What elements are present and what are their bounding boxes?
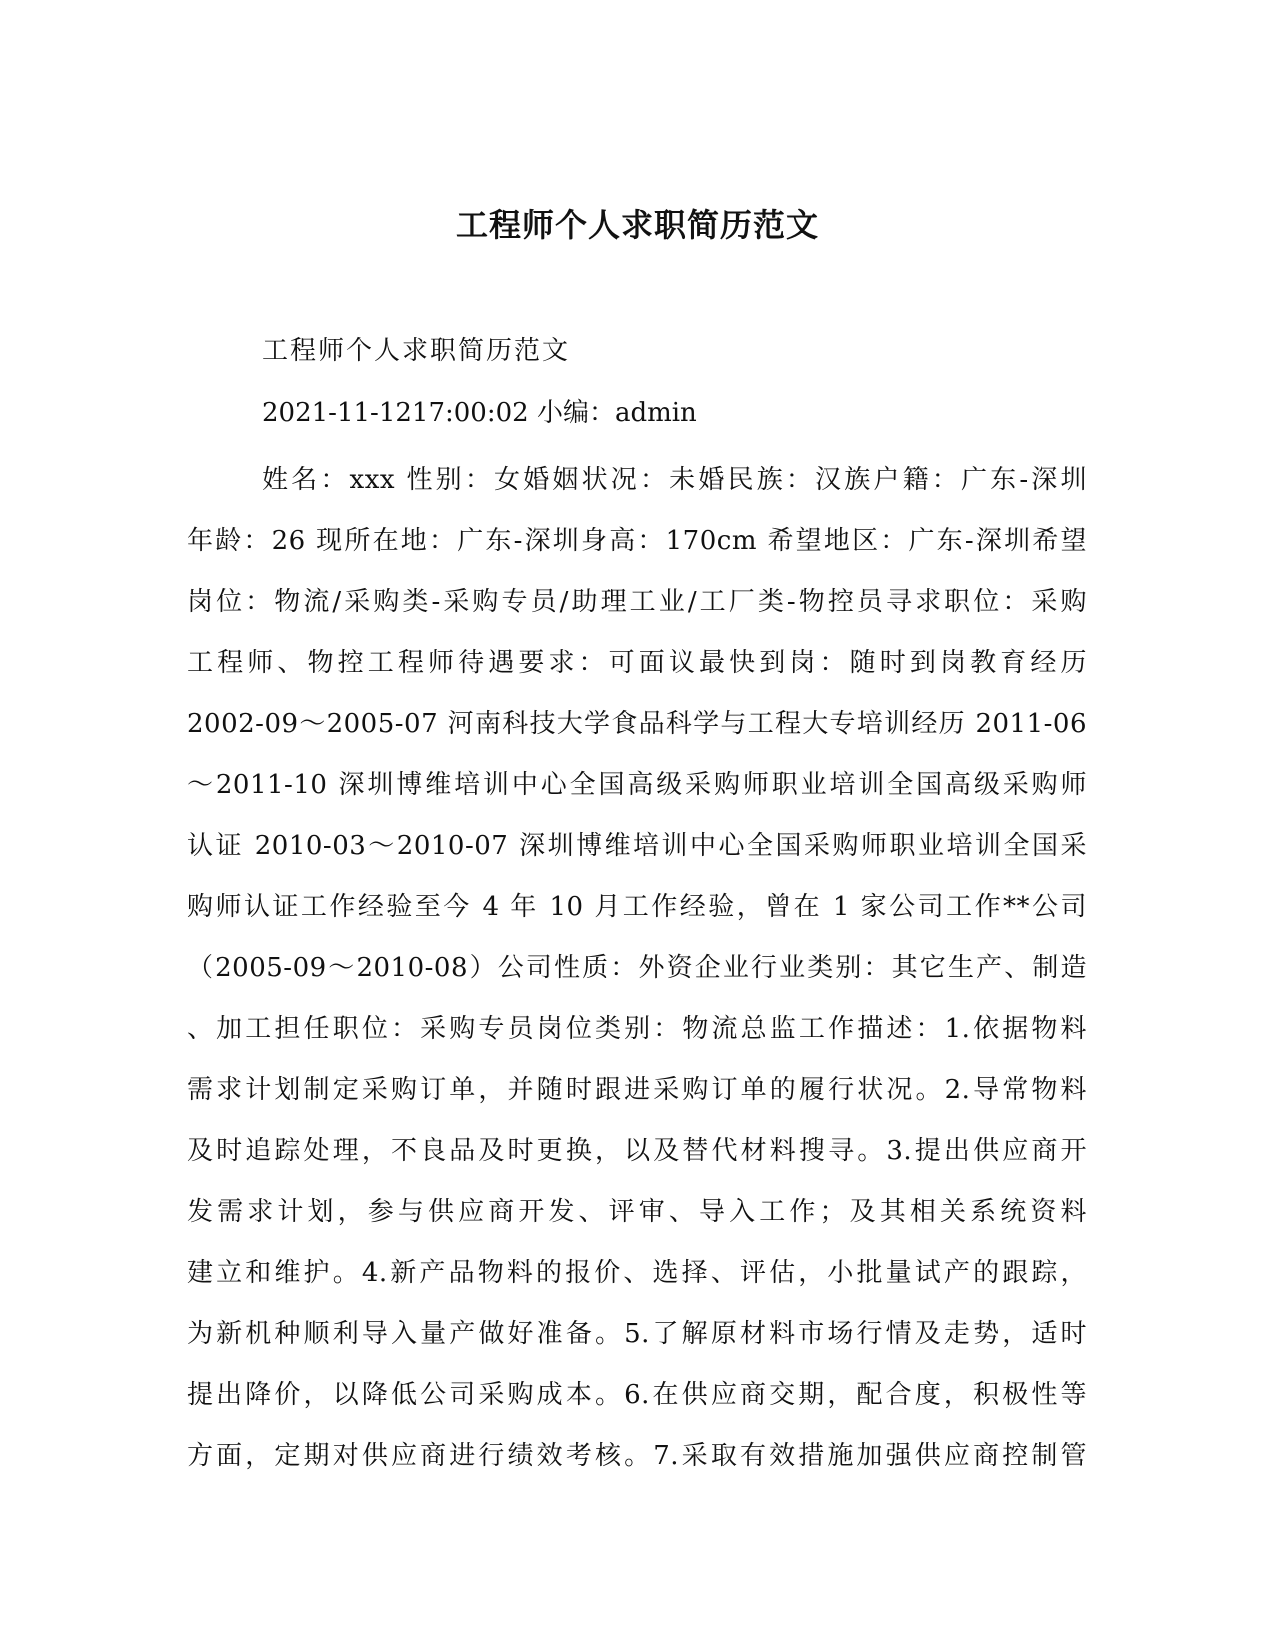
body-line: 姓名：xxx 性别：女婚姻状况：未婚民族：汉族户籍：广东-深圳 [262,465,1087,495]
document-subtitle: 工程师个人求职简历范文 [262,336,571,366]
publish-date-line: 2021-11-1217:00:02 小编：admin [262,398,697,428]
body-line: ～2011-10 深圳博维培训中心全国高级采购师职业培训全国高级采购师 [187,770,1087,800]
body-line: 工程师、物控工程师待遇要求：可面议最快到岗：随时到岗教育经历 [187,648,1087,678]
body-line: 及时追踪处理，不良品及时更换，以及替代材料搜寻。3.提出供应商开 [187,1136,1087,1166]
body-line: 2002-09～2005-07 河南科技大学食品科学与工程大专培训经历 2011-06 [187,709,1087,739]
body-line: 发需求计划，参与供应商开发、评审、导入工作；及其相关系统资料 [187,1197,1087,1227]
document-title: 工程师个人求职简历范文 [455,206,819,244]
body-line: 方面，定期对供应商进行绩效考核。7.采取有效措施加强供应商控制管 [187,1441,1087,1471]
body-line: 提出降价，以降低公司采购成本。6.在供应商交期，配合度，积极性等 [187,1380,1087,1410]
document-body [187,450,1087,1487]
body-line: 年龄：26 现所在地：广东-深圳身高：170cm 希望地区：广东-深圳希望 [187,526,1087,556]
body-line: 岗位：物流/采购类-采购专员/助理工业/工厂类-物控员寻求职位：采购 [187,587,1087,617]
body-line: 购师认证工作经验至今 4 年 10 月工作经验，曾在 1 家公司工作**公司 [187,892,1087,922]
body-line: 认证 2010-03～2010-07 深圳博维培训中心全国采购师职业培训全国采 [187,831,1087,861]
body-line: 、加工担任职位：采购专员岗位类别：物流总监工作描述：1.依据物料 [187,1014,1087,1044]
body-line: （2005-09～2010-08）公司性质：外资企业行业类别：其它生产、制造 [187,953,1087,983]
body-line: 为新机种顺利导入量产做好准备。5.了解原材料市场行情及走势，适时 [187,1319,1087,1349]
body-line: 建立和维护。4.新产品物料的报价、选择、评估，小批量试产的跟踪， [187,1258,1087,1288]
body-line: 需求计划制定采购订单，并随时跟进采购订单的履行状况。2.导常物料 [187,1075,1087,1105]
